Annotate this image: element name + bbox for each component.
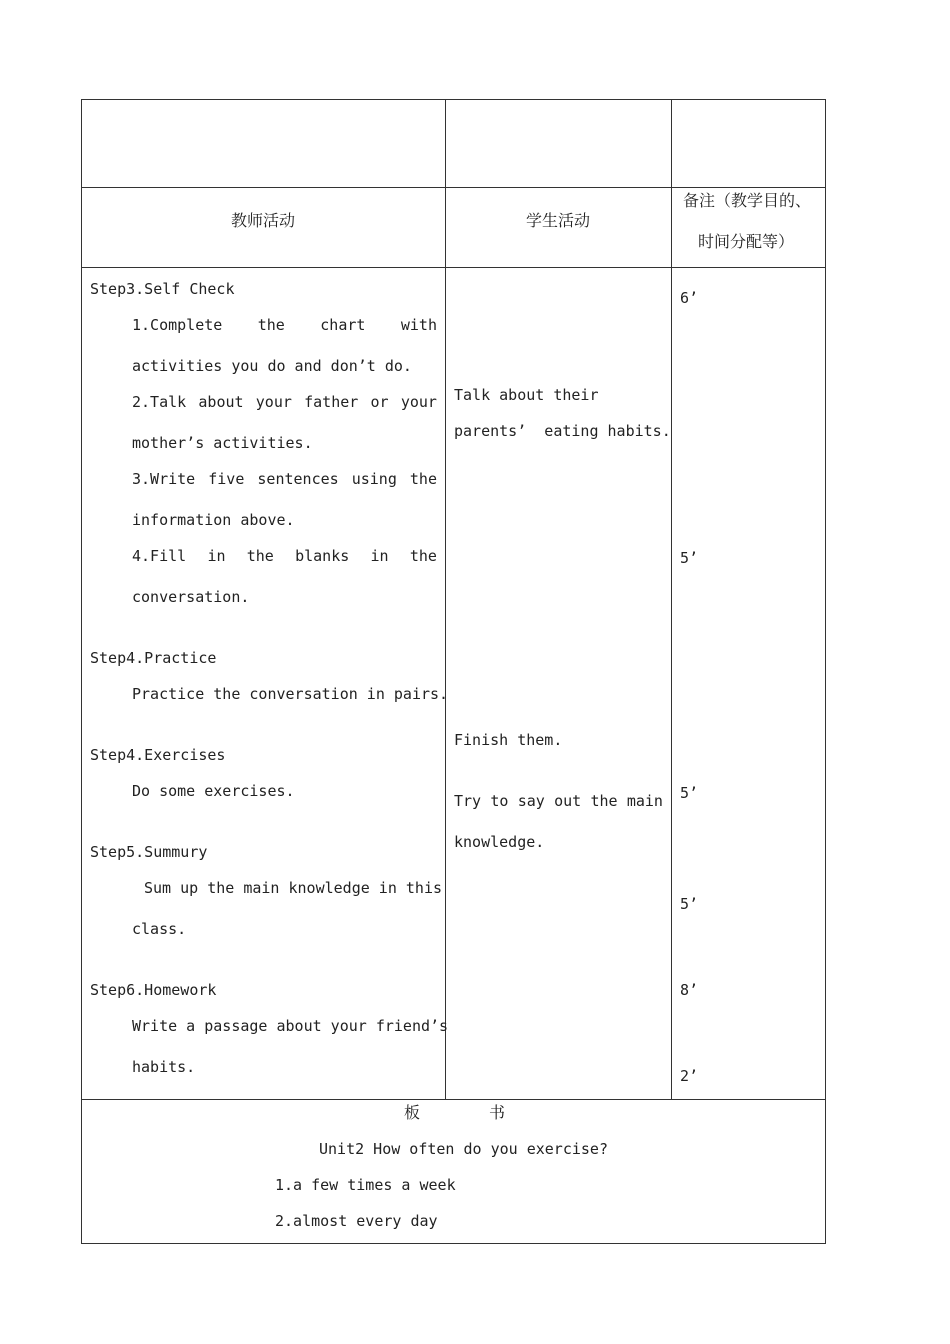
word: your — [255, 393, 292, 411]
step3-item3-cont: information above. — [132, 511, 295, 529]
step3-item3 — [132, 470, 437, 488]
word: 2.Talk — [132, 393, 187, 411]
time-allocation: 5’ — [680, 549, 699, 567]
step3-item2 — [132, 393, 437, 411]
board-title-char2: 书 — [489, 1103, 506, 1122]
word: five — [208, 470, 245, 488]
word: to — [490, 792, 509, 810]
word: 4.Fill — [132, 547, 187, 565]
step3-item2-cont: mother’s activities. — [132, 434, 313, 452]
word: the — [590, 792, 618, 810]
header-notes-line1: 备注（教学目的、 — [683, 191, 812, 210]
step4-practice-title: Step4.Practice — [90, 649, 217, 667]
word: chart — [320, 316, 366, 334]
table-border-right — [825, 99, 826, 1244]
col-divider-2 — [671, 99, 672, 1100]
word: Try — [454, 792, 482, 810]
word: say — [517, 792, 545, 810]
table-border-left — [81, 99, 82, 1244]
step3-item1 — [132, 316, 437, 334]
step5-title: Step5.Summury — [90, 843, 208, 861]
header-notes-line2: 时间分配等） — [698, 232, 795, 251]
word: 1.Complete — [132, 316, 223, 334]
step6-cont: habits. — [132, 1058, 196, 1076]
word: blanks — [295, 547, 350, 565]
word: in — [370, 547, 389, 565]
time-allocation: 5’ — [680, 784, 699, 802]
board-title-char1: 板 — [404, 1103, 421, 1122]
word: father — [304, 393, 359, 411]
word: sentences — [257, 470, 339, 488]
step6-body: Write a passage about your friend’s — [132, 1017, 449, 1035]
table-border-top — [81, 99, 826, 100]
step3-item4-cont: conversation. — [132, 588, 250, 606]
row-divider-board — [81, 1099, 826, 1100]
word: the — [257, 316, 285, 334]
word: 3.Write — [132, 470, 196, 488]
step6-title: Step6.Homework — [90, 981, 217, 999]
step3-item4 — [132, 547, 437, 565]
step3-title: Step3.Self Check — [90, 280, 235, 298]
student-talk-line2: parents’ eating habits. — [454, 422, 671, 440]
step4-exercises-body: Do some exercises. — [132, 782, 295, 800]
word: with — [400, 316, 437, 334]
step3-item1-cont: activities you do and don’t do. — [132, 357, 412, 375]
step5-cont: class. — [132, 920, 187, 938]
time-allocation: 2’ — [680, 1067, 699, 1085]
student-talk-line1: Talk about their — [454, 386, 599, 404]
step4-exercises-title: Step4.Exercises — [90, 746, 226, 764]
row-divider-header-top — [81, 187, 826, 188]
word: the — [409, 470, 437, 488]
word: the — [409, 547, 437, 565]
table-border-bottom — [81, 1243, 826, 1244]
word: out — [554, 792, 582, 810]
board-item: 2.almost every day — [275, 1212, 438, 1230]
time-allocation: 8’ — [680, 981, 699, 999]
header-student-activities: 学生活动 — [526, 211, 591, 230]
time-allocation: 5’ — [680, 895, 699, 913]
student-finish: Finish them. — [454, 731, 563, 749]
row-divider-header-bottom — [81, 267, 826, 268]
student-try-cont: knowledge. — [454, 833, 545, 851]
word: your — [400, 393, 437, 411]
board-heading: Unit2 How often do you exercise? — [319, 1140, 608, 1158]
col-divider-1 — [445, 99, 446, 1100]
board-item: 1.a few times a week — [275, 1176, 456, 1194]
time-allocation: 6’ — [680, 289, 699, 307]
word: in — [207, 547, 226, 565]
word: the — [246, 547, 274, 565]
word: about — [198, 393, 244, 411]
word: or — [370, 393, 389, 411]
step4-practice-body: Practice the conversation in pairs. — [132, 685, 449, 703]
step5-body: Sum up the main knowledge in this — [144, 879, 443, 897]
student-try — [454, 792, 663, 810]
header-teacher-activities: 教师活动 — [231, 211, 296, 230]
word: main — [626, 792, 663, 810]
word: using — [351, 470, 397, 488]
